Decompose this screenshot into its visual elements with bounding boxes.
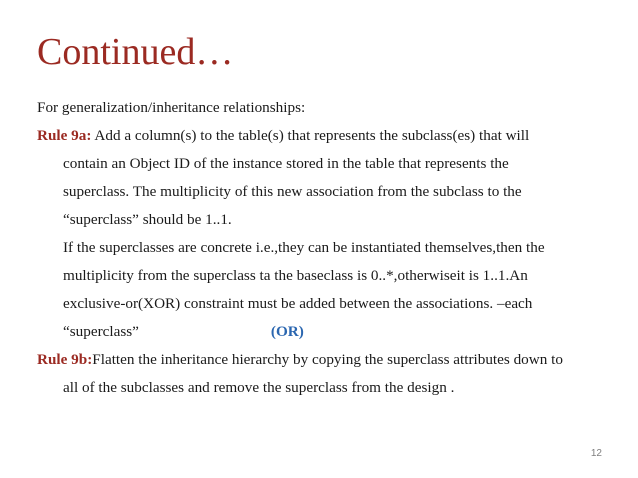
rule-9a-label: Rule 9a: bbox=[37, 127, 92, 144]
rule-9a-line-7: exclusive-or(XOR) constraint must be added between the associations. –each bbox=[63, 295, 533, 312]
rule-9a-line-4: “superclass” should be 1..1. bbox=[63, 211, 232, 228]
intro-line: For generalization/inheritance relationships: bbox=[37, 99, 306, 116]
rule-9a-line-8 bbox=[37, 318, 607, 346]
slide-body bbox=[37, 94, 607, 402]
rule-9a-line-5: If the superclasses are concrete i.e.,they can be instantiated themselves,then the bbox=[63, 239, 545, 256]
page-number: 12 bbox=[590, 448, 602, 459]
rule-9a-line-6: multiplicity from the superclass ta the baseclass is 0..*,otherwiseit is 1..1.An bbox=[63, 267, 528, 284]
rule-9a-text-8: “superclass” bbox=[63, 323, 139, 340]
rule-9a-line-1 bbox=[37, 122, 607, 150]
slide-title: Continued… bbox=[37, 31, 234, 73]
rule-9b-text-1: Flatten the inheritance hierarchy by copying the superclass attributes down to bbox=[92, 351, 563, 368]
rule-9a-line-3: superclass. The multiplicity of this new association from the subclass to the bbox=[63, 183, 522, 200]
rule-9b-line-1 bbox=[37, 346, 607, 374]
rule-9a-text-1: Add a column(s) to the table(s) that represents the subclass(es) that will bbox=[91, 127, 530, 144]
rule-9b-label: Rule 9b: bbox=[37, 351, 93, 368]
rule-9a-line-2: contain an Object ID of the instance stored in the table that represents the bbox=[63, 155, 509, 172]
or-label: (OR) bbox=[270, 323, 304, 340]
rule-9b-line-2: all of the subclasses and remove the superclass from the design . bbox=[63, 379, 455, 396]
